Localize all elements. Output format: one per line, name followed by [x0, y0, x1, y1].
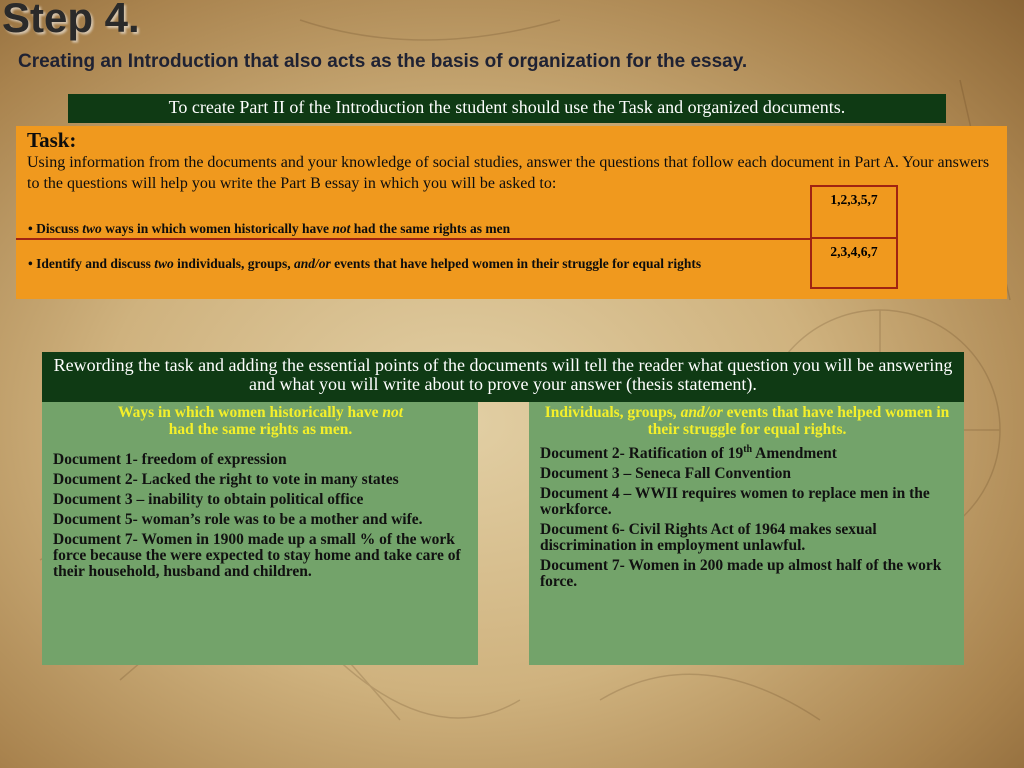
- bullet2-em2: and/or: [293, 256, 331, 271]
- list-item: Document 7- Women in 200 made up almost half of the work force.: [540, 557, 942, 591]
- list-item: Document 3 – inability to obtain political office: [53, 491, 364, 508]
- bullet1-middle: ways in which women historically have: [101, 221, 333, 236]
- list-item: [540, 442, 954, 462]
- doc-numbers-identify: 2,3,4,6,7: [812, 237, 896, 287]
- right-item1-sup: th: [743, 444, 753, 455]
- right-heading-em: and/or: [680, 404, 723, 421]
- right-column-list: [540, 442, 954, 590]
- list-item: Document 2- Lacked the right to vote in many states: [53, 471, 399, 488]
- bullet1-em1: two: [82, 221, 102, 236]
- part2-instruction-banner: To create Part II of the Introduction the student should use the Task and organized documents.: [68, 94, 946, 123]
- right-item1-suffix: Amendment: [752, 445, 837, 463]
- left-heading-em: not: [382, 404, 404, 421]
- task-divider: [16, 238, 813, 240]
- bullet1-prefix: • Discuss: [28, 221, 83, 236]
- right-column-box: [529, 402, 964, 665]
- bullet1-em2: not: [332, 221, 351, 236]
- right-column-heading: [540, 404, 954, 438]
- list-item: Document 1- freedom of expression: [53, 451, 287, 468]
- bullet2-prefix: • Identify and discuss: [28, 256, 155, 271]
- right-item1-prefix: Document 2- Ratification of 19: [540, 445, 744, 463]
- bullet1-suffix: had the same rights as men: [350, 221, 511, 236]
- list-item: Document 3 – Seneca Fall Convention: [540, 465, 792, 483]
- list-item: Document 5- woman’s role was to be a mother and wife.: [53, 511, 423, 528]
- left-column-heading: [53, 404, 468, 438]
- task-heading: Task:: [27, 128, 77, 152]
- bullet2-middle: individuals, groups,: [173, 256, 294, 271]
- left-column-list: [53, 452, 468, 580]
- right-heading-suffix: events that have helped women in their struggle for equal rights.: [647, 404, 950, 438]
- right-heading-prefix: Individuals, groups,: [544, 404, 681, 421]
- bullet2-suffix: events that have helped women in their struggle for equal rights: [330, 256, 702, 271]
- task-bullet-identify: [28, 255, 803, 272]
- task-bullet-discuss: [28, 220, 510, 237]
- left-heading-prefix: Ways in which women historically have: [117, 404, 383, 421]
- left-column-box: [42, 402, 478, 665]
- document-numbers-table: [810, 185, 898, 289]
- slide-subtitle: Creating an Introduction that also acts as the basis of organization for the essay.: [18, 51, 748, 72]
- task-text: Using information from the documents and your knowledge of social studies, answer the questions that follow each document in Part A. Your answers to the questions will help you write the Part B essay in which you will be asked to:: [27, 154, 990, 192]
- rewording-banner: Rewording the task and adding the essential points of the documents will tell the reader what question you will be answering and what you will write about to prove your answer (thesis statement).: [42, 352, 964, 402]
- list-item: Document 4 – WWII requires women to replace men in the workforce.: [540, 485, 930, 519]
- slide-title: Step 4.: [2, 0, 140, 41]
- list-item: Document 6- Civil Rights Act of 1964 makes sexual discrimination in employment unlawful.: [540, 521, 877, 555]
- list-item: Document 7- Women in 1900 made up a small % of the work force because the were expected to stay home and take care of their household, husband and children.: [53, 531, 461, 580]
- bullet2-em1: two: [154, 256, 174, 271]
- doc-numbers-discuss: 1,2,3,5,7: [830, 192, 878, 207]
- left-heading-suffix: had the same rights as men.: [168, 421, 353, 438]
